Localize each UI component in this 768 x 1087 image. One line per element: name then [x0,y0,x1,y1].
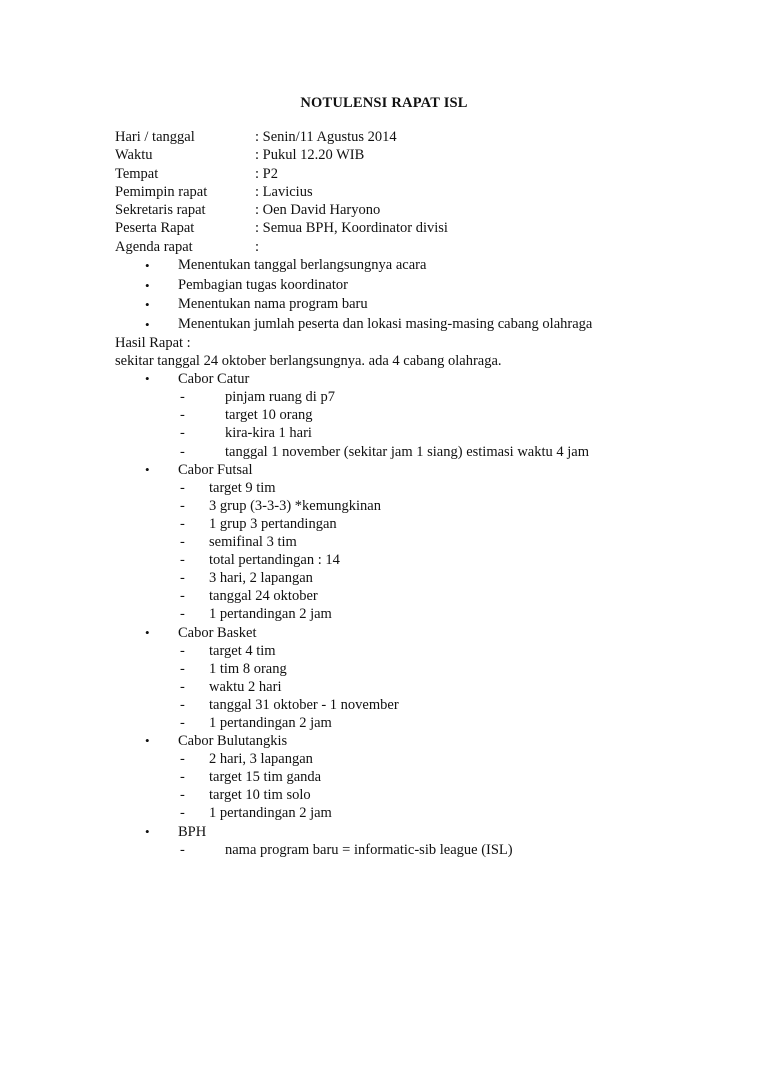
item-text: tanggal 1 november (sekitar jam 1 siang) estimasi waktu 4 jam [225,443,590,460]
section-title: Cabor Basket [178,624,257,641]
dash-icon: - [180,552,185,569]
dash-icon: - [180,443,185,460]
bullet-icon: • [145,297,150,313]
list-item [0,786,768,804]
list-item [0,443,768,461]
section-header [0,732,768,750]
results-heading: Hasil Rapat : [115,335,191,351]
list-item [0,315,768,335]
list-item [0,714,768,732]
meta-row-time [115,146,448,164]
dash-icon: - [180,751,185,768]
dash-icon: - [180,425,185,442]
dash-icon: - [180,606,185,623]
bullet-icon: • [145,624,150,640]
agenda-item: Menentukan jumlah peserta dan lokasi masing-masing cabang olahraga [178,316,593,333]
meta-row-leader [115,183,448,201]
meta-value: : P2 [255,165,278,182]
item-text: 1 pertandingan 2 jam [209,606,332,623]
bullet-icon: • [145,371,150,387]
dash-icon: - [180,787,185,804]
item-text: waktu 2 hari [209,678,282,695]
list-item [0,750,768,768]
dash-icon: - [180,805,185,822]
list-item [0,696,768,714]
item-text: target 15 tim ganda [209,769,322,786]
bullet-icon: • [145,277,150,293]
list-item [0,551,768,569]
item-text: target 9 tim [209,479,276,496]
dash-icon: - [180,534,185,551]
list-item [0,841,768,859]
meta-label: Waktu [115,147,153,164]
meta-label: Pemimpin rapat [115,183,208,200]
meta-row-secretary [115,201,448,219]
dash-icon: - [180,714,185,731]
dash-icon: - [180,497,185,514]
meta-label: Sekretaris rapat [115,202,206,219]
results-summary: sekitar tanggal 24 oktober berlangsungnya. ada 4 cabang olahraga. [115,353,502,370]
list-item [0,424,768,442]
item-text: tanggal 24 oktober [209,588,318,605]
list-item [0,804,768,822]
list-item [0,515,768,533]
section-header [0,461,768,479]
item-text: total pertandingan : 14 [209,552,340,569]
item-text: target 4 tim [209,642,276,659]
dash-icon: - [180,407,185,424]
item-text: tanggal 31 oktober - 1 november [209,696,399,713]
list-item [0,642,768,660]
dash-icon: - [180,678,185,695]
item-text: 2 hari, 3 lapangan [209,751,313,768]
item-text: target 10 tim solo [209,787,311,804]
list-item [0,605,768,623]
list-item [0,497,768,515]
bullet-icon: • [145,461,150,477]
item-text: target 10 orang [225,407,313,424]
list-item [0,660,768,678]
dash-icon: - [180,769,185,786]
section-title: Cabor Futsal [178,461,253,478]
list-item [0,587,768,605]
agenda-item: Pembagian tugas koordinator [178,276,348,293]
meta-row-agenda [115,238,448,256]
meta-label: Agenda rapat [115,238,193,255]
dash-icon: - [180,515,185,532]
meta-label: Hari / tanggal [115,129,195,145]
meta-value: : Lavicius [255,183,313,200]
item-text: 3 hari, 2 lapangan [209,570,313,587]
item-text: nama program baru = informatic-sib league (ISL) [225,841,513,858]
dash-icon: - [180,479,185,496]
list-item [0,569,768,587]
meta-value: : Senin/11 Agustus 2014 [255,129,397,145]
page-title: NOTULENSI RAPAT ISL [300,95,468,111]
dash-icon: - [180,389,185,406]
dash-icon: - [180,660,185,677]
meta-value: : Semua BPH, Koordinator divisi [255,220,448,237]
meta-value: : Oen David Haryono [255,202,381,219]
dash-icon: - [180,588,185,605]
agenda-list [0,256,768,335]
meeting-info [115,128,448,256]
list-item [0,295,768,315]
item-text: kira-kira 1 hari [225,425,312,442]
item-text: 1 pertandingan 2 jam [209,805,332,822]
meta-row-place [115,165,448,183]
item-text: 1 pertandingan 2 jam [209,714,332,731]
bullet-icon: • [145,733,150,749]
list-item [0,388,768,406]
bullet-icon: • [145,317,150,333]
meta-value: : [255,238,260,255]
item-text: pinjam ruang di p7 [225,389,335,406]
list-item [0,678,768,696]
meeting-results [0,334,768,859]
agenda-item: Menentukan tanggal berlangsungnya acara [178,257,427,273]
dash-icon: - [180,696,185,713]
bullet-icon: • [145,823,150,839]
list-item [0,479,768,497]
item-text: 1 tim 8 orang [209,660,287,677]
section-title: Cabor Catur [178,371,250,388]
list-item [0,276,768,296]
agenda-item: Menentukan nama program baru [178,296,368,313]
bullet-icon: • [145,258,150,273]
meta-row-date [115,128,448,146]
dash-icon: - [180,570,185,587]
dash-icon: - [180,642,185,659]
dash-icon: - [180,841,185,858]
item-text: 1 grup 3 pertandingan [209,515,337,532]
section-header [0,370,768,388]
meta-label: Tempat [115,165,159,182]
list-item [0,533,768,551]
list-item [0,768,768,786]
section-header [0,624,768,642]
item-text: semifinal 3 tim [209,534,297,551]
section-title: BPH [178,823,207,840]
meta-label: Peserta Rapat [115,220,195,237]
section-title: Cabor Bulutangkis [178,733,288,750]
meta-row-participants [115,219,448,237]
item-text: 3 grup (3-3-3) *kemungkinan [209,497,381,514]
meta-value: : Pukul 12.20 WIB [255,147,365,164]
list-item [0,256,768,276]
list-item [0,406,768,424]
section-header [0,823,768,841]
